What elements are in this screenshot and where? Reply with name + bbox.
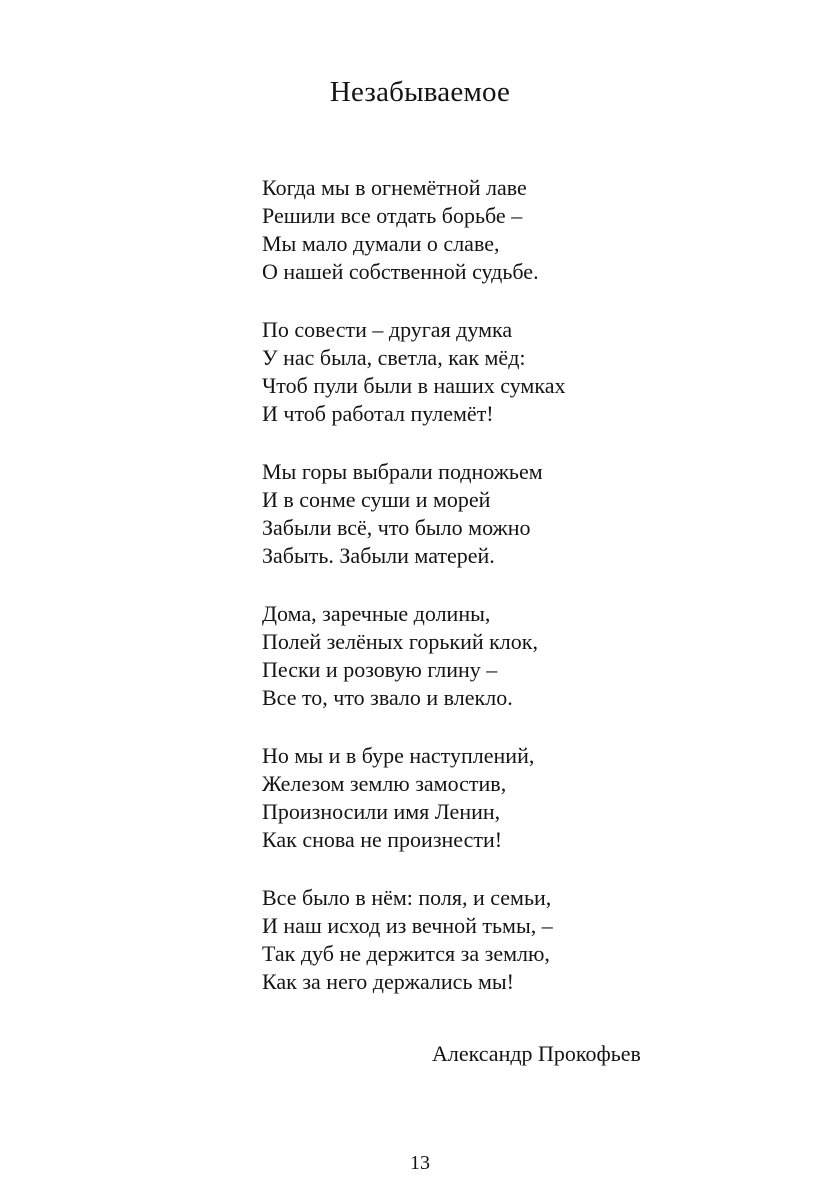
stanza xyxy=(262,316,682,428)
stanza xyxy=(262,174,682,286)
poem-author: Александр Прокофьев xyxy=(432,1041,641,1066)
poem-line: Дома, заречные долины, xyxy=(262,601,491,626)
poem-line: О нашей собственной судьбе. xyxy=(262,259,539,284)
poem-body xyxy=(262,174,682,1026)
stanza xyxy=(262,884,682,996)
poem-line: Но мы и в буре наступлений, xyxy=(262,743,535,768)
poem-line: Мы горы выбрали подножьем xyxy=(262,459,543,484)
poem-line: По совести – другая думка xyxy=(262,317,513,342)
poem-line: Решили все отдать борьбе – xyxy=(262,203,523,228)
poem-line: Когда мы в огнемётной лаве xyxy=(262,175,527,200)
poem-line: Забыли всё, что было можно xyxy=(262,515,531,540)
poem-line: Пески и розовую глину – xyxy=(262,657,498,682)
poem-line: И в сонме суши и морей xyxy=(262,487,491,512)
poem-line: Произносили имя Ленин, xyxy=(262,799,501,824)
poem-line: Железом землю замостив, xyxy=(262,771,507,796)
poem-line: Чтоб пули были в наших сумках xyxy=(262,373,566,398)
poem-line: Все было в нём: поля, и семьи, xyxy=(262,885,552,910)
poem-line: Так дуб не держится за землю, xyxy=(262,941,550,966)
poem-line: У нас была, светла, как мёд: xyxy=(262,345,526,370)
poem-line: Забыть. Забыли матерей. xyxy=(262,543,495,568)
poem-title: Незабываемое xyxy=(329,76,511,108)
poem-line: Мы мало думали о славе, xyxy=(262,231,500,256)
poem-line: Как снова не произнести! xyxy=(262,827,503,852)
stanza xyxy=(262,600,682,712)
poem-line: И чтоб работал пулемёт! xyxy=(262,401,494,426)
stanza xyxy=(262,458,682,570)
stanza xyxy=(262,742,682,854)
poem-line: Как за него держались мы! xyxy=(262,969,515,994)
poem-line: И наш исход из вечной тьмы, – xyxy=(262,913,553,938)
poem-line: Все то, что звало и влекло. xyxy=(262,685,513,710)
poem-line: Полей зелёных горький клок, xyxy=(262,629,538,654)
page-number: 13 xyxy=(410,1152,430,1174)
